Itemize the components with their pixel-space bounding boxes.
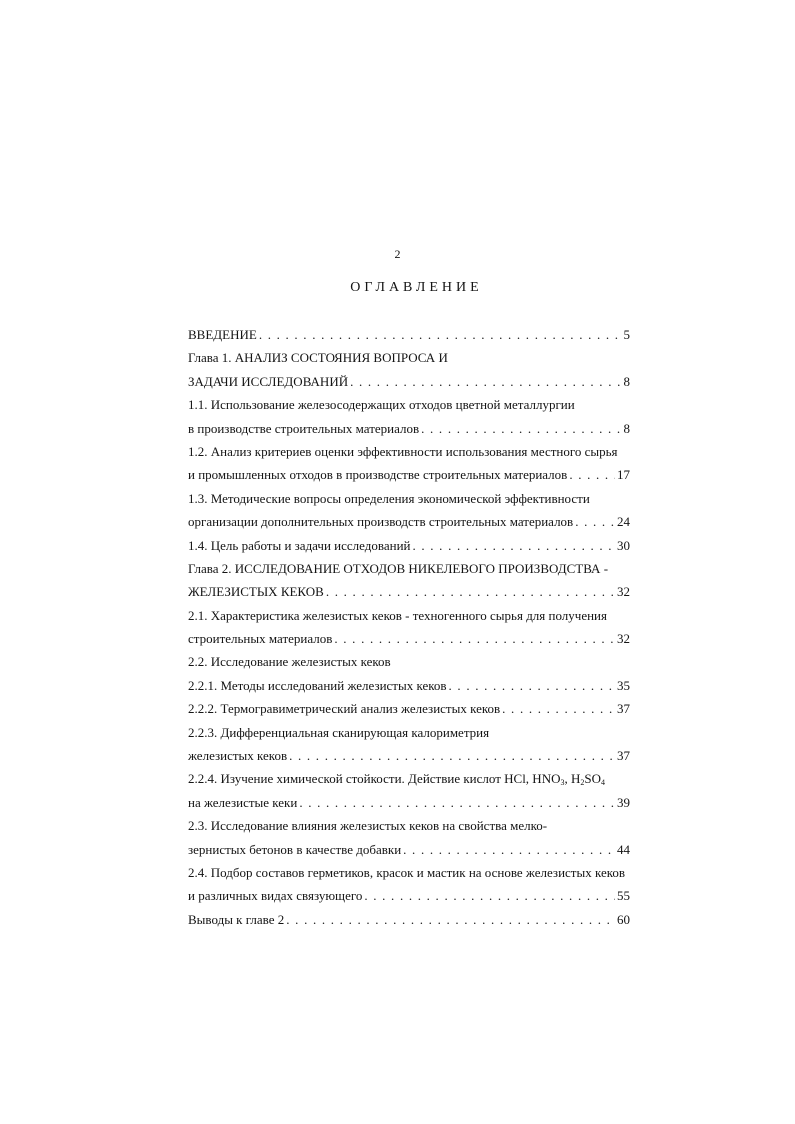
toc-entry-text: 2.1. Характеристика железистых кеков - техногенного сырья для получения — [188, 607, 607, 623]
toc-entry[interactable] — [188, 650, 630, 673]
toc-entry-page: 32 — [617, 631, 630, 647]
toc-entry[interactable] — [188, 908, 630, 931]
toc-entry-page: 37 — [617, 748, 630, 764]
toc-entry-text: строительных материалов — [188, 631, 333, 647]
toc-entry[interactable] — [188, 440, 630, 463]
toc-entry-page: 55 — [617, 888, 630, 904]
toc-entry-text: организации дополнительных производств строительных материалов — [188, 514, 574, 530]
toc-text-part: 2.2.4. Изучение химической стойкости. Действие кислот HCl, HNO — [188, 771, 561, 787]
toc-entry-text — [188, 767, 605, 790]
toc-entry-text: ЖЕЛЕЗИСТЫХ КЕКОВ — [188, 584, 324, 600]
toc-entry[interactable] — [188, 627, 630, 650]
toc-entry-text: ЗАДАЧИ ИССЛЕДОВАНИЙ — [188, 373, 349, 389]
toc-entry-text: зернистых бетонов в качестве добавки — [188, 841, 402, 857]
toc-entry-page: 60 — [617, 911, 630, 927]
toc-entry-text: Глава 2. ИССЛЕДОВАНИЕ ОТХОДОВ НИКЕЛЕВОГО ПРОИЗВОДСТВА - — [188, 560, 609, 576]
toc-entry-text: 1.3. Методические вопросы определения экономической эффективности — [188, 490, 590, 506]
toc-entry[interactable] — [188, 604, 630, 627]
toc-entry-text: на железистые кеки — [188, 794, 298, 810]
table-of-contents — [188, 323, 630, 931]
toc-entry-text: и различных видах связующего — [188, 888, 363, 904]
toc-entry-page: 39 — [617, 794, 630, 810]
toc-leader-dots — [575, 510, 615, 533]
toc-entry[interactable] — [188, 510, 630, 533]
toc-leader-dots — [403, 838, 615, 861]
toc-entry[interactable] — [188, 417, 630, 440]
toc-entry-text: ВВЕДЕНИЕ — [188, 327, 257, 342]
toc-leader-dots — [299, 791, 615, 814]
toc-leader-dots — [289, 744, 615, 767]
toc-entry[interactable] — [188, 323, 630, 346]
toc-entry[interactable] — [188, 487, 630, 510]
toc-entry-text: и промышленных отходов в производстве строительных материалов — [188, 467, 568, 483]
page-number: 2 — [394, 247, 401, 261]
toc-entry[interactable] — [188, 721, 630, 744]
toc-entry-text: 1.2. Анализ критериев оценки эффективности использования местного сырья — [188, 443, 618, 459]
toc-entry-text: 2.2.1. Методы исследований железистых кеков — [188, 677, 447, 693]
toc-leader-dots — [421, 417, 621, 440]
toc-leader-dots — [412, 534, 615, 557]
toc-entry[interactable] — [188, 767, 630, 790]
toc-leader-dots — [502, 697, 615, 720]
subscript: 2 — [580, 778, 585, 788]
toc-leader-dots — [364, 884, 615, 907]
toc-heading: ОГЛАВЛЕНИЕ — [350, 280, 483, 295]
toc-entry[interactable] — [188, 838, 630, 861]
toc-entry[interactable] — [188, 674, 630, 697]
toc-entry-page: 8 — [623, 373, 630, 389]
toc-entry-page: 44 — [617, 841, 630, 857]
toc-entry[interactable] — [188, 861, 630, 884]
toc-entry[interactable] — [188, 791, 630, 814]
toc-entry[interactable] — [188, 534, 630, 557]
toc-entry-page: 8 — [623, 420, 630, 436]
toc-entry-text: 2.2.2. Термогравиметрический анализ железистых кеков — [188, 701, 501, 717]
toc-entry-text: 1.4. Цель работы и задачи исследований — [188, 537, 411, 553]
toc-leader-dots — [259, 323, 622, 346]
toc-entry-page: 5 — [623, 327, 630, 342]
toc-entry-text: железистых кеков — [188, 748, 288, 764]
toc-entry-page: 32 — [617, 584, 630, 600]
toc-entry-page: 24 — [617, 514, 630, 530]
toc-entry-text: Выводы к главе 2 — [188, 911, 285, 927]
toc-entry[interactable] — [188, 346, 630, 369]
toc-entry-text: в производстве строительных материалов — [188, 420, 420, 436]
toc-leader-dots — [286, 908, 615, 931]
toc-entry-text: 2.2. Исследование железистых кеков — [188, 654, 391, 670]
toc-leader-dots — [326, 580, 615, 603]
toc-entry-text: 2.2.3. Дифференциальная сканирующая калориметрия — [188, 724, 490, 740]
toc-text-part: SO — [584, 771, 601, 787]
toc-entry-page: 30 — [617, 537, 630, 553]
toc-entry[interactable] — [188, 580, 630, 603]
subscript: 3 — [560, 778, 565, 788]
toc-leader-dots — [350, 370, 621, 393]
toc-leader-dots — [334, 627, 615, 650]
toc-entry-text: 1.1. Использование железосодержащих отходов цветной металлургии — [188, 397, 575, 413]
subscript: 4 — [600, 778, 605, 788]
toc-entry[interactable] — [188, 884, 630, 907]
toc-entry[interactable] — [188, 814, 630, 837]
toc-entry-text: 2.3. Исследование влияния железистых кеков на свойства мелко- — [188, 818, 548, 834]
toc-entry-page: 35 — [617, 677, 630, 693]
toc-entry[interactable] — [188, 370, 630, 393]
toc-entry-page: 17 — [617, 467, 630, 483]
toc-entry-page: 37 — [617, 701, 630, 717]
toc-entry[interactable] — [188, 744, 630, 767]
toc-entry-text: 2.4. Подбор составов герметиков, красок и мастик на основе железистых кеков — [188, 864, 626, 880]
toc-text-part: , H — [564, 771, 581, 787]
toc-entry[interactable] — [188, 393, 630, 416]
toc-leader-dots — [569, 463, 615, 486]
toc-entry[interactable] — [188, 697, 630, 720]
toc-entry[interactable] — [188, 463, 630, 486]
toc-leader-dots — [449, 674, 615, 697]
toc-entry[interactable] — [188, 557, 630, 580]
toc-entry-text: Глава 1. АНАЛИЗ СОСТОЯНИЯ ВОПРОСА И — [188, 350, 448, 366]
